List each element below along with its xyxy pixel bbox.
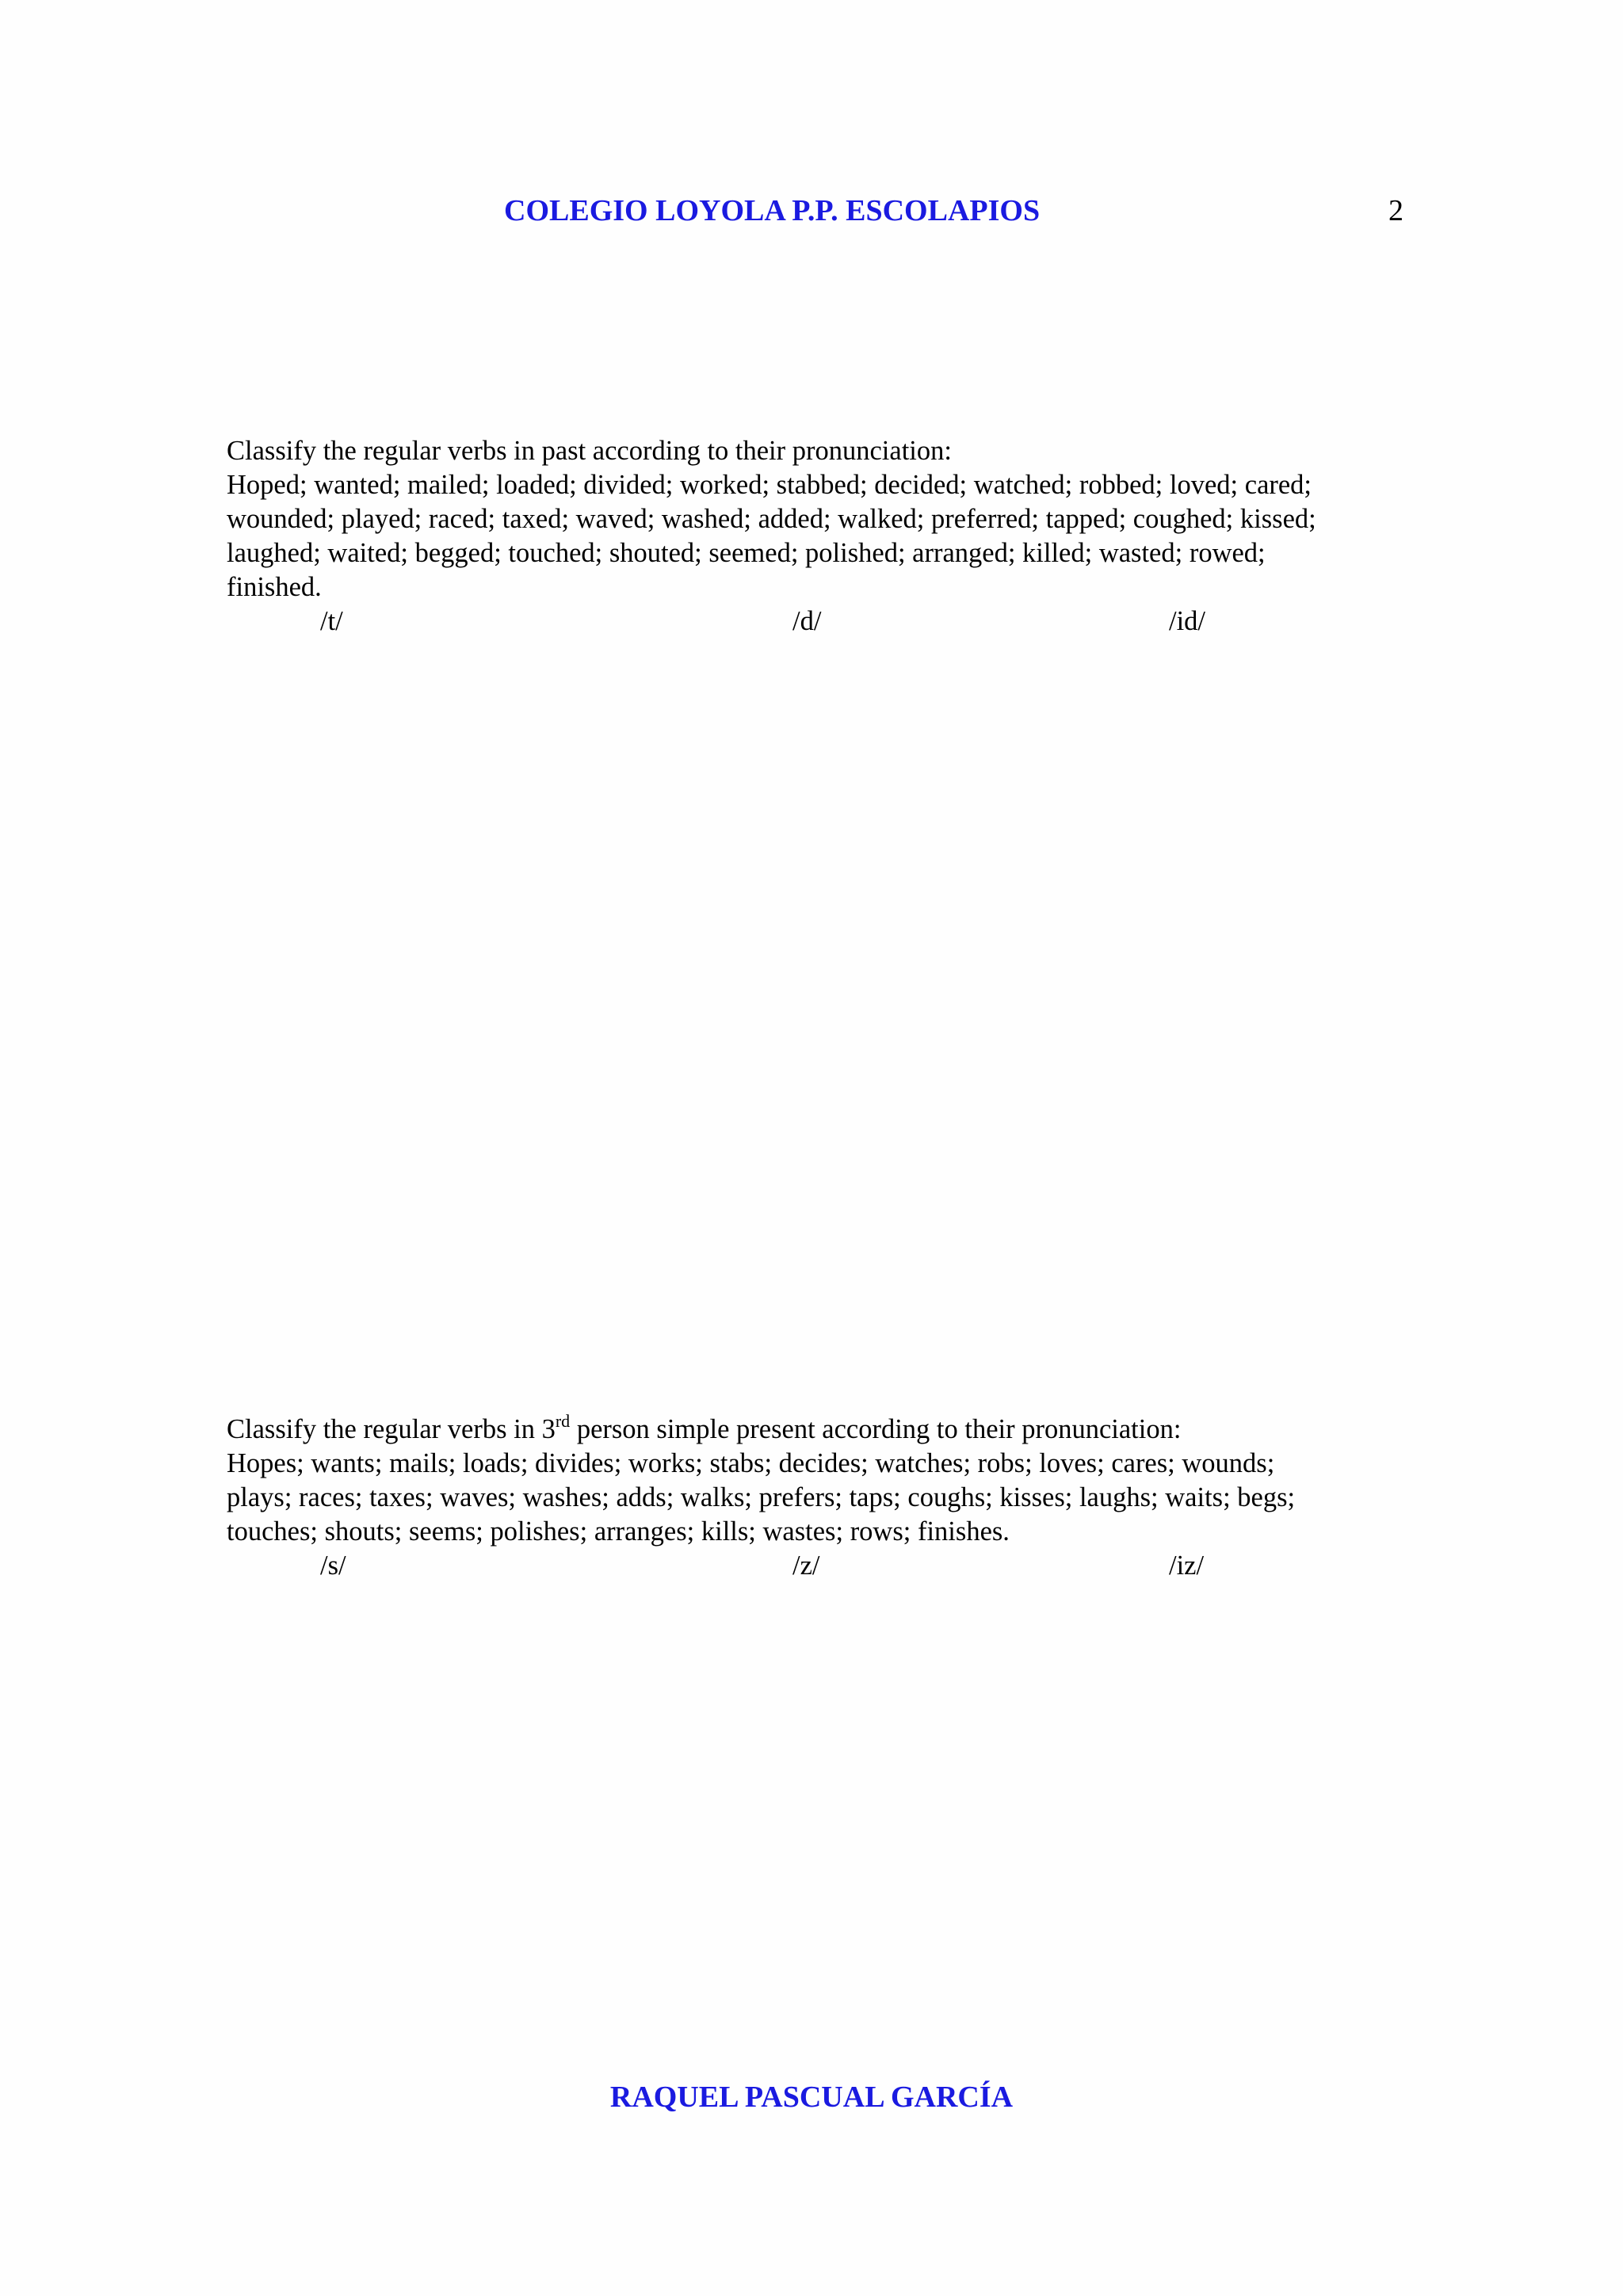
verb-list-line: touches; shouts; seems; polishes; arranges; kills; wastes; rows; finishes. [227, 1516, 1010, 1547]
page-number: 2 [1388, 194, 1403, 227]
exercise-instruction: Classify the regular verbs in past according to their pronunciation: [227, 436, 952, 466]
column-header-t: /t/ [320, 606, 343, 636]
footer-author: RAQUEL PASCUAL GARCÍA [609, 2081, 1014, 2114]
school-title: COLEGIO LOYOLA P.P. ESCOLAPIOS [504, 194, 1041, 227]
exercise-instruction [227, 1413, 1415, 1447]
ordinal-suffix: rd [555, 1411, 571, 1431]
column-header-id: /id/ [1169, 606, 1206, 636]
column-header-iz: /iz/ [1169, 1550, 1205, 1581]
instruction-part: Classify the regular verbs in 3 [227, 1414, 556, 1444]
column-header-d: /d/ [792, 606, 822, 636]
instruction-part: person simple present according to their pronunciation: [570, 1414, 1182, 1444]
column-header-z: /z/ [792, 1550, 820, 1581]
pronunciation-columns [227, 1549, 1415, 1583]
verb-list-line: laughed; waited; begged; touched; shouted; seemed; polished; arranged; killed; wasted; rowed; [227, 538, 1266, 568]
verb-list-line: Hopes; wants; mails; loads; divides; works; stabs; decides; watches; robs; loves; cares; wounds; [227, 1448, 1275, 1478]
verb-list-line: wounded; played; raced; taxed; waved; washed; added; walked; preferred; tapped; coughed; kissed; [227, 504, 1316, 534]
verb-list-line: finished. [227, 572, 322, 602]
pronunciation-columns [227, 605, 1415, 639]
verb-list-line: Hoped; wanted; mailed; loaded; divided; worked; stabbed; decided; watched; robbed; loved; cared; [227, 470, 1312, 500]
verb-list-line: plays; races; taxes; waves; washes; adds; walks; prefers; taps; coughs; kisses; laughs; waits; begs; [227, 1482, 1296, 1512]
exercise-present-tense [227, 1413, 1415, 1583]
column-header-s: /s/ [320, 1550, 346, 1581]
exercise-past-tense [227, 434, 1415, 639]
